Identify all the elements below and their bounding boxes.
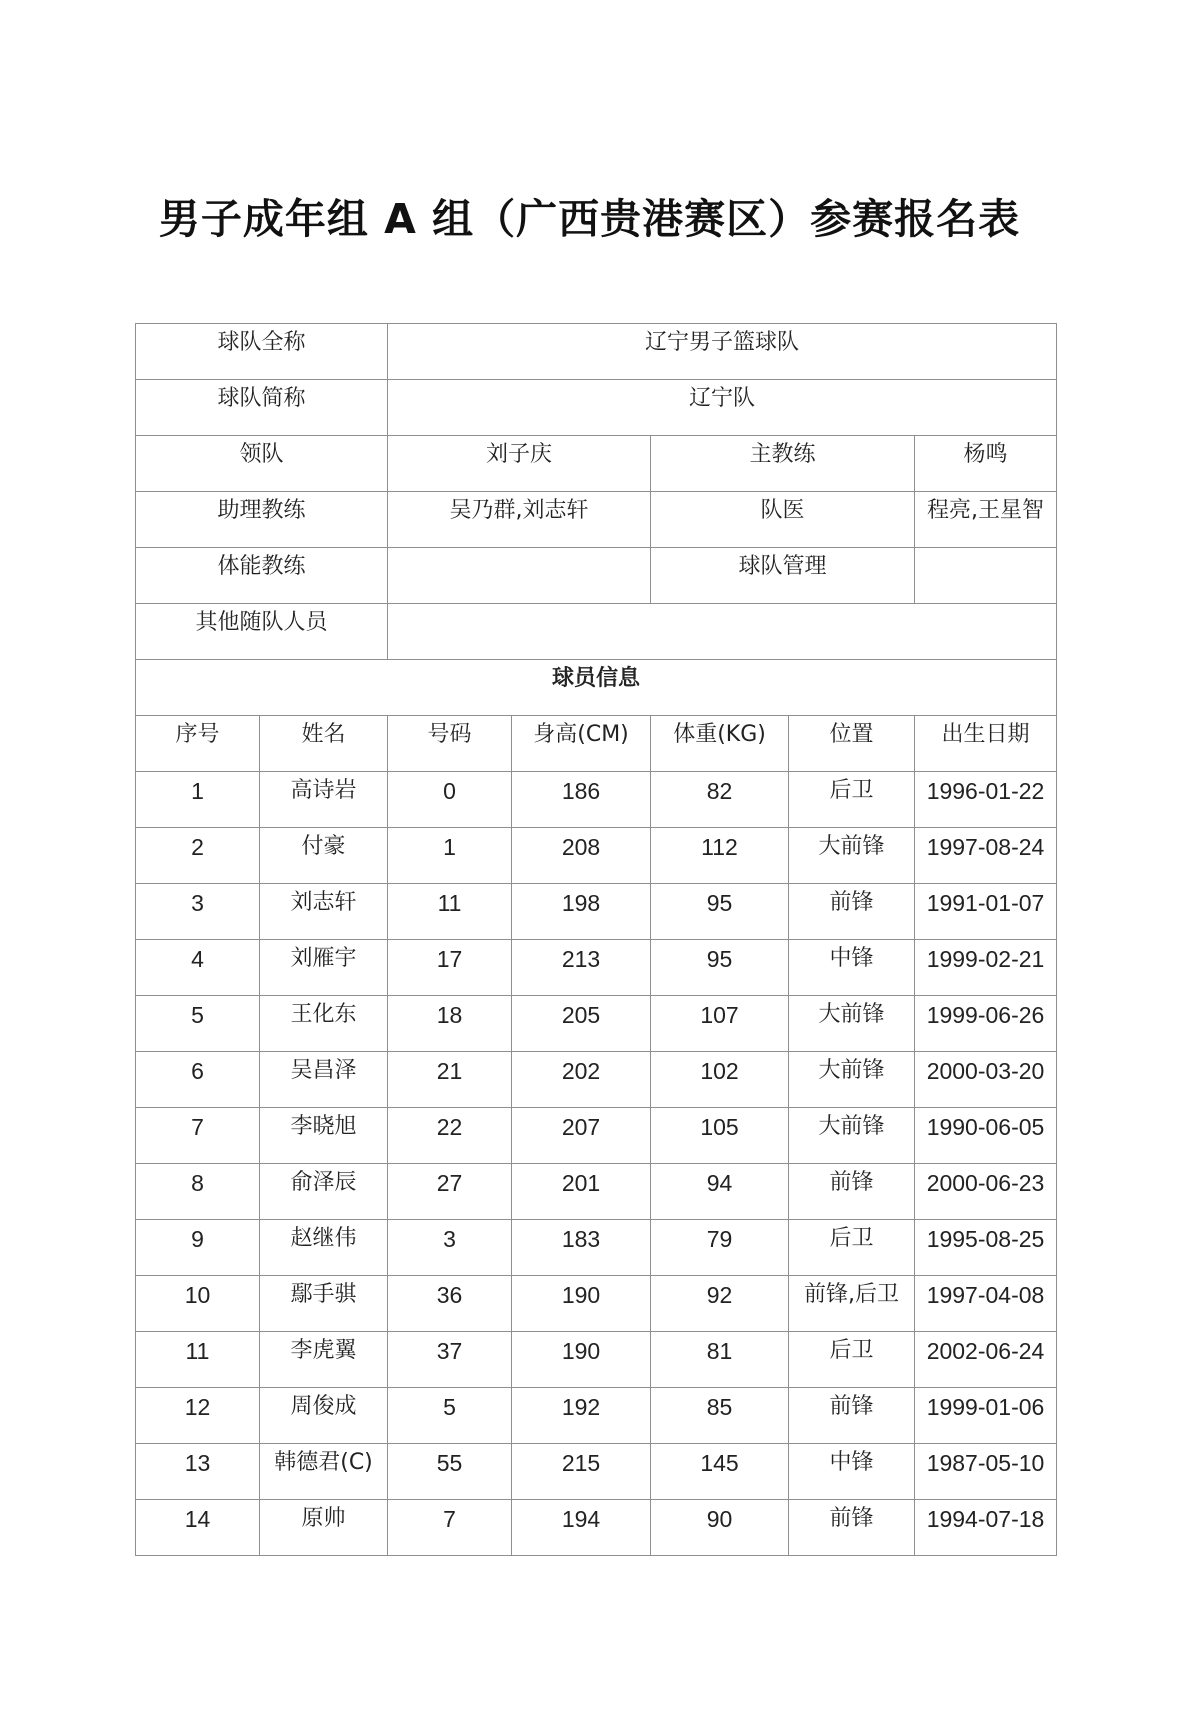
player-birthdate: 1995-08-25 [915,1220,1057,1276]
player-weight: 81 [651,1332,789,1388]
player-index: 11 [136,1332,260,1388]
player-height: 205 [512,996,651,1052]
player-height: 190 [512,1276,651,1332]
player-number: 17 [388,940,512,996]
player-name: 高诗岩 [260,772,388,828]
player-birthdate: 1997-08-24 [915,828,1057,884]
player-number: 55 [388,1444,512,1500]
player-name: 李晓旭 [260,1108,388,1164]
player-row [136,996,1057,1052]
player-row [136,1276,1057,1332]
player-weight: 112 [651,828,789,884]
player-name: 周俊成 [260,1388,388,1444]
player-weight: 105 [651,1108,789,1164]
player-name: 刘雁宇 [260,940,388,996]
player-row [136,1220,1057,1276]
player-number: 22 [388,1108,512,1164]
player-weight: 95 [651,940,789,996]
player-name: 鄢手骐 [260,1276,388,1332]
player-birthdate: 2002-06-24 [915,1332,1057,1388]
player-position: 中锋 [789,940,915,996]
player-name: 俞泽辰 [260,1164,388,1220]
player-header-row [136,716,1057,772]
player-birthdate: 1987-05-10 [915,1444,1057,1500]
fitness-coach-label: 体能教练 [136,548,388,604]
team-manager-value [915,548,1057,604]
player-number: 18 [388,996,512,1052]
player-name: 刘志轩 [260,884,388,940]
player-index: 3 [136,884,260,940]
team-doctor-label: 队医 [651,492,915,548]
player-height: 213 [512,940,651,996]
player-name: 王化东 [260,996,388,1052]
registration-table [135,323,1057,1556]
player-birthdate: 1999-06-26 [915,996,1057,1052]
player-birthdate: 1996-01-22 [915,772,1057,828]
player-height: 186 [512,772,651,828]
player-number: 0 [388,772,512,828]
player-weight: 107 [651,996,789,1052]
players-section-row [136,660,1057,716]
player-position: 后卫 [789,1220,915,1276]
player-birthdate: 1991-01-07 [915,884,1057,940]
player-name: 赵继伟 [260,1220,388,1276]
player-number: 21 [388,1052,512,1108]
player-position: 大前锋 [789,1052,915,1108]
player-row [136,1052,1057,1108]
player-weight: 85 [651,1388,789,1444]
team-full-name-row [136,324,1057,380]
player-birthdate: 2000-03-20 [915,1052,1057,1108]
team-full-name-value: 辽宁男子篮球队 [388,324,1057,380]
player-number: 5 [388,1388,512,1444]
fitness-row [136,548,1057,604]
header-height: 身高(CM) [512,716,651,772]
player-row [136,884,1057,940]
player-index: 7 [136,1108,260,1164]
other-staff-label: 其他随队人员 [136,604,388,660]
player-birthdate: 1990-06-05 [915,1108,1057,1164]
player-position: 前锋 [789,1500,915,1556]
fitness-coach-value [388,548,651,604]
player-weight: 82 [651,772,789,828]
player-number: 1 [388,828,512,884]
leader-value: 刘子庆 [388,436,651,492]
player-index: 5 [136,996,260,1052]
header-name: 姓名 [260,716,388,772]
assistant-coach-value: 吴乃群,刘志轩 [388,492,651,548]
header-number: 号码 [388,716,512,772]
player-height: 208 [512,828,651,884]
player-name: 李虎翼 [260,1332,388,1388]
player-birthdate: 2000-06-23 [915,1164,1057,1220]
player-position: 大前锋 [789,996,915,1052]
player-height: 194 [512,1500,651,1556]
player-number: 27 [388,1164,512,1220]
player-height: 183 [512,1220,651,1276]
player-position: 前锋 [789,1388,915,1444]
player-index: 2 [136,828,260,884]
player-position: 后卫 [789,1332,915,1388]
team-manager-label: 球队管理 [651,548,915,604]
assistant-coach-label: 助理教练 [136,492,388,548]
player-height: 201 [512,1164,651,1220]
team-full-name-label: 球队全称 [136,324,388,380]
player-position: 后卫 [789,772,915,828]
player-weight: 94 [651,1164,789,1220]
player-name: 付豪 [260,828,388,884]
player-index: 1 [136,772,260,828]
player-row [136,1108,1057,1164]
player-rows [136,772,1057,1556]
player-row [136,1500,1057,1556]
player-index: 14 [136,1500,260,1556]
players-section-title: 球员信息 [136,660,1057,716]
team-short-name-label: 球队简称 [136,380,388,436]
player-index: 10 [136,1276,260,1332]
player-weight: 102 [651,1052,789,1108]
player-height: 215 [512,1444,651,1500]
player-position: 大前锋 [789,1108,915,1164]
player-number: 7 [388,1500,512,1556]
player-weight: 95 [651,884,789,940]
player-index: 9 [136,1220,260,1276]
player-number: 11 [388,884,512,940]
player-number: 3 [388,1220,512,1276]
player-height: 192 [512,1388,651,1444]
player-name: 韩德君(C) [260,1444,388,1500]
player-index: 8 [136,1164,260,1220]
player-name: 原帅 [260,1500,388,1556]
player-row [136,1164,1057,1220]
header-position: 位置 [789,716,915,772]
player-name: 吴昌泽 [260,1052,388,1108]
assistant-row [136,492,1057,548]
player-row [136,828,1057,884]
player-position: 中锋 [789,1444,915,1500]
player-weight: 90 [651,1500,789,1556]
player-position: 前锋 [789,1164,915,1220]
player-height: 202 [512,1052,651,1108]
player-index: 4 [136,940,260,996]
leader-row [136,436,1057,492]
player-position: 前锋,后卫 [789,1276,915,1332]
player-number: 37 [388,1332,512,1388]
player-row [136,1332,1057,1388]
player-weight: 145 [651,1444,789,1500]
player-birthdate: 1999-02-21 [915,940,1057,996]
other-staff-value [388,604,1057,660]
header-index: 序号 [136,716,260,772]
other-staff-row [136,604,1057,660]
leader-label: 领队 [136,436,388,492]
player-row [136,940,1057,996]
player-index: 13 [136,1444,260,1500]
player-row [136,772,1057,828]
player-birthdate: 1999-01-06 [915,1388,1057,1444]
player-height: 198 [512,884,651,940]
header-birthdate: 出生日期 [915,716,1057,772]
player-index: 6 [136,1052,260,1108]
player-number: 36 [388,1276,512,1332]
team-doctor-value: 程亮,王星智 [915,492,1057,548]
page-title: 男子成年组 A 组（广西贵港赛区）参赛报名表 [158,195,1021,243]
player-row [136,1388,1057,1444]
player-position: 前锋 [789,884,915,940]
player-birthdate: 1994-07-18 [915,1500,1057,1556]
player-height: 207 [512,1108,651,1164]
head-coach-value: 杨鸣 [915,436,1057,492]
player-row [136,1444,1057,1500]
team-short-name-value: 辽宁队 [388,380,1057,436]
header-weight: 体重(KG) [651,716,789,772]
player-weight: 79 [651,1220,789,1276]
player-height: 190 [512,1332,651,1388]
player-weight: 92 [651,1276,789,1332]
player-birthdate: 1997-04-08 [915,1276,1057,1332]
player-index: 12 [136,1388,260,1444]
team-short-name-row [136,380,1057,436]
player-position: 大前锋 [789,828,915,884]
head-coach-label: 主教练 [651,436,915,492]
